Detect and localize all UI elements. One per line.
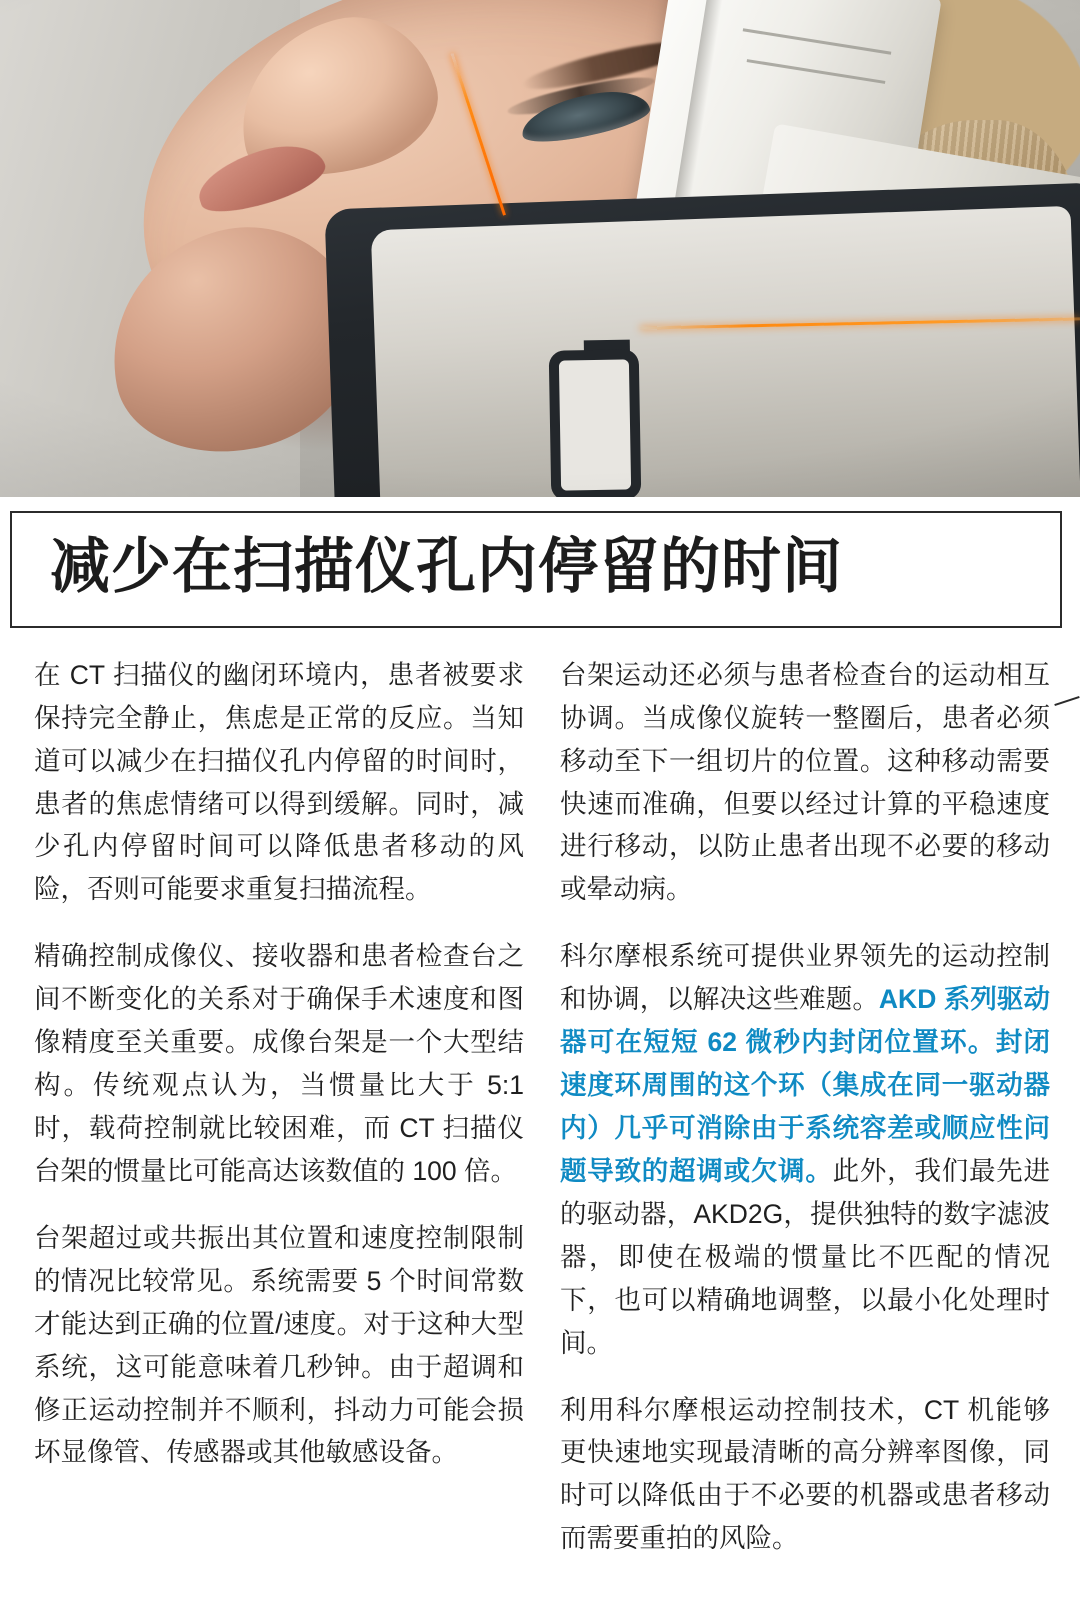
page-title: 减少在扫描仪孔内停留的时间 xyxy=(50,533,843,600)
paragraph: 台架运动还必须与患者检查台的运动相互协调。当成像仪旋转一整圈后，患者必须移动至下一组切片的位置。这种移动需要快速而准确，但要以经过计算的平稳速度进行移动，以防止患者出现不必要的移动或晕动病。 xyxy=(560,659,1050,905)
right-column xyxy=(560,654,1050,1560)
paragraph: 精确控制成像仪、接收器和患者检查台之间不断变化的关系对于确保手术速度和图像精度至关重要。成像台架是一个大型结构。传统观点认为，当惯量比大于 5:1 时，载荷控制就比较困难，而 CT 扫描仪台架的惯量比可能高达该数值的 100 倍。 xyxy=(34,941,524,1186)
paragraph: 利用科尔摩根运动控制技术，CT 机能够更快速地实现最清晰的高分辨率图像，同时可以降低由于不必要的机器或患者移动而需要重拍的风险。 xyxy=(560,1394,1050,1554)
ct-head-coil-slot xyxy=(559,359,631,490)
body-columns xyxy=(0,628,1080,1600)
paragraph-highlight: AKD 系列驱动器可在短短 62 微秒内封闭位置环。封闭速度环周围的这个环（集成在同一驱动器内）几乎可消除由于系统容差或顺应性问题导致的超调或欠调。 xyxy=(560,984,1051,1186)
paragraph: 台架超过或共振出其位置和速度控制限制的情况比较常见。系统需要 5 个时间常数才能达到正确的位置/速度。对于这种大型系统，这可能意味着几秒钟。由于超调和修正运动控制并不顺利，抖动力可能会损坏显像管、传感器或其他敏感设备。 xyxy=(34,1222,524,1468)
paragraph-tail: 此外，我们最先进的驱动器，AKD2G，提供独特的数字滤波器，即使在极端的惯量比不匹配的情况下，也可以精确地调整，以最小化处理时间。 xyxy=(560,1155,1051,1358)
ct-head-coil-surface xyxy=(371,206,1080,497)
headline-box xyxy=(10,511,1062,628)
paragraph: 在 CT 扫描仪的幽闭环境内，患者被要求保持完全静止，焦虑是正常的反应。当知道可以减少在扫描仪孔内停留的时间时，患者的焦虑情绪可以得到缓解。同时，减少孔内停留时间可以降低患者移动的风险，否则可能要求重复扫描流程。 xyxy=(34,659,524,905)
left-column xyxy=(34,654,524,1560)
hero-image xyxy=(0,0,1080,497)
paragraph-lead: 科尔摩根系统可提供业界领先的运动控制和协调，以解决这些难题。 xyxy=(560,941,1050,1015)
paragraph-with-highlight xyxy=(560,935,1050,1364)
